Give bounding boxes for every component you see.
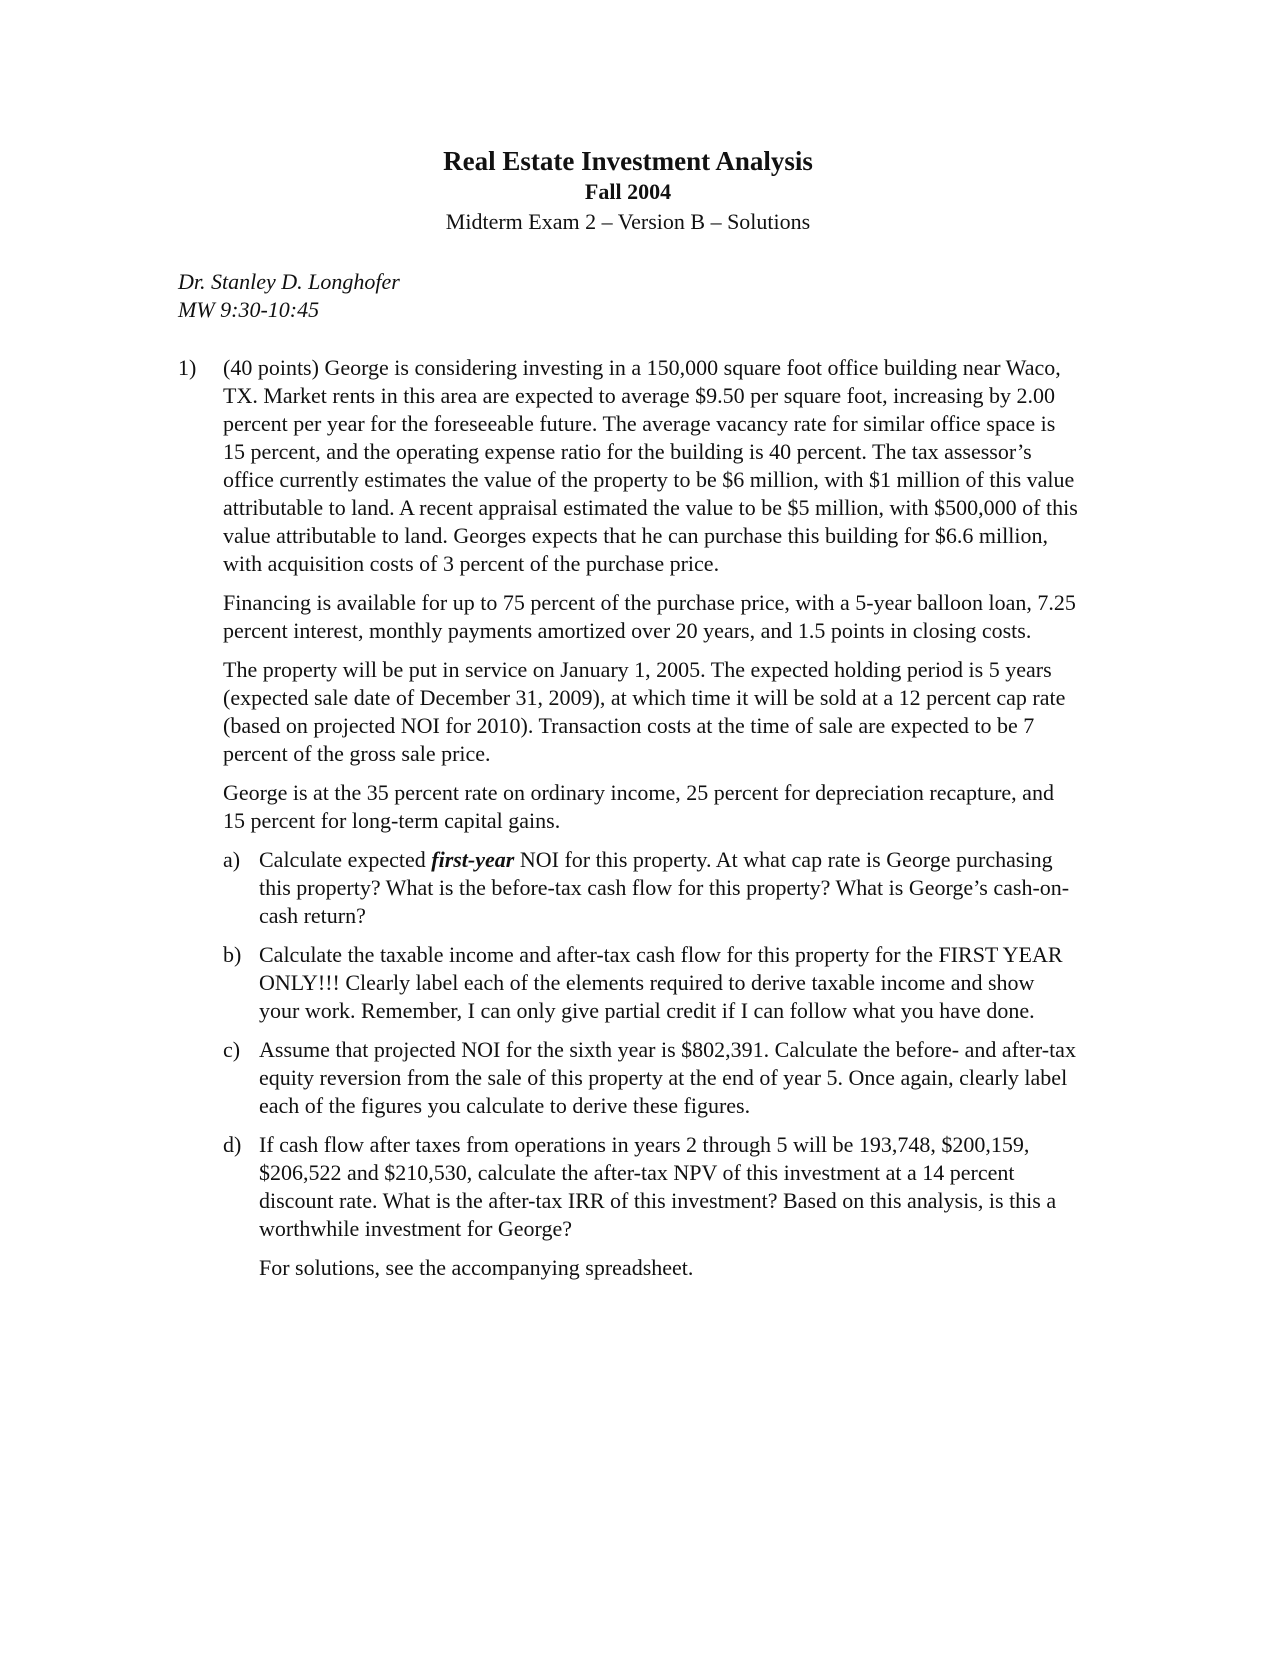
term-label: Fall 2004: [584, 179, 672, 204]
question-1-body: [178, 354, 1078, 1282]
exam-label: Midterm Exam 2 – Version B – Solutions: [445, 209, 811, 234]
author-name: Dr. Stanley D. Longhofer: [178, 269, 400, 294]
question-part-a: [223, 846, 1078, 930]
question-paragraph: Financing is available for up to 75 percent of the purchase price, with a 5-year balloon loan, 7.25 percent interest, monthly payments amortized over 20 years, and 1.5 points in closing costs.: [223, 590, 1076, 643]
part-text: Assume that projected NOI for the sixth year is $802,391. Calculate the before- and after-tax equity reversion from the sale of this property at the end of year 5. Once again, clearly label each of the figures you calculate to derive these figures.: [259, 1037, 1076, 1118]
part-label: b): [223, 942, 242, 967]
question-part-c: [223, 1036, 1078, 1120]
part-label: d): [223, 1132, 242, 1157]
question-1: [178, 354, 1078, 1282]
author-block: [178, 268, 400, 324]
question-part-b: [223, 941, 1078, 1025]
part-text: If cash flow after taxes from operations in years 2 through 5 will be 193,748, $200,159, $206,522 and $210,530, calculate the after-tax NPV of this investment at a 14 percent discount rate. What is the after-tax IRR of this investment? Based on this analysis, is this a worthwhile investment for George?: [259, 1132, 1057, 1241]
part-text: Calculate the taxable income and after-tax cash flow for this property for the FIRST YEAR ONLY!!! Clearly label each of the elements required to derive taxable income and show your work. Remember, I can only give partial credit if I can follow what you have done.: [259, 942, 1063, 1023]
question-number: 1): [178, 355, 197, 380]
question-paragraph: (40 points) George is considering investing in a 150,000 square foot office building near Waco, TX. Market rents in this area are expected to average $9.50 per square foot, increasing by 2.00 percent per year for the foreseeable future. The average vacancy rate for similar office space is 15 percent, and the operating expense ratio for the building is 40 percent. The tax assessor’s office currently estimates the value of the property to be $6 million, with $1 million of this value attributable to land. A recent appraisal estimated the value to be $5 million, with $500,000 of this value attributable to land. Georges expects that he can purchase this building for $6.6 million, with acquisition costs of 3 percent of the purchase price.: [223, 355, 1078, 576]
part-emphasis: first-year: [431, 847, 515, 872]
class-schedule: MW 9:30-10:45: [178, 297, 320, 322]
question-part-d: [223, 1131, 1078, 1243]
document-header: [0, 145, 1256, 237]
part-label: c): [223, 1037, 241, 1062]
solutions-note: For solutions, see the accompanying spreadsheet.: [259, 1255, 694, 1280]
document-title: Real Estate Investment Analysis: [443, 146, 813, 176]
part-text: NOI for this property. At what cap rate is George purchasing this property? What is the before-tax cash flow for this property? What is George’s cash-on-cash return?: [259, 847, 1070, 928]
question-paragraph: George is at the 35 percent rate on ordinary income, 25 percent for depreciation recapture, and 15 percent for long-term capital gains.: [223, 780, 1054, 833]
part-text: Calculate expected: [259, 847, 432, 872]
part-label: a): [223, 847, 241, 872]
question-paragraph: The property will be put in service on January 1, 2005. The expected holding period is 5 years (expected sale date of December 31, 2009), at which time it will be sold at a 12 percent cap rate (based on projected NOI for 2010). Transaction costs at the time of sale are expected to be 7 percent of the gross sale price.: [223, 657, 1066, 766]
